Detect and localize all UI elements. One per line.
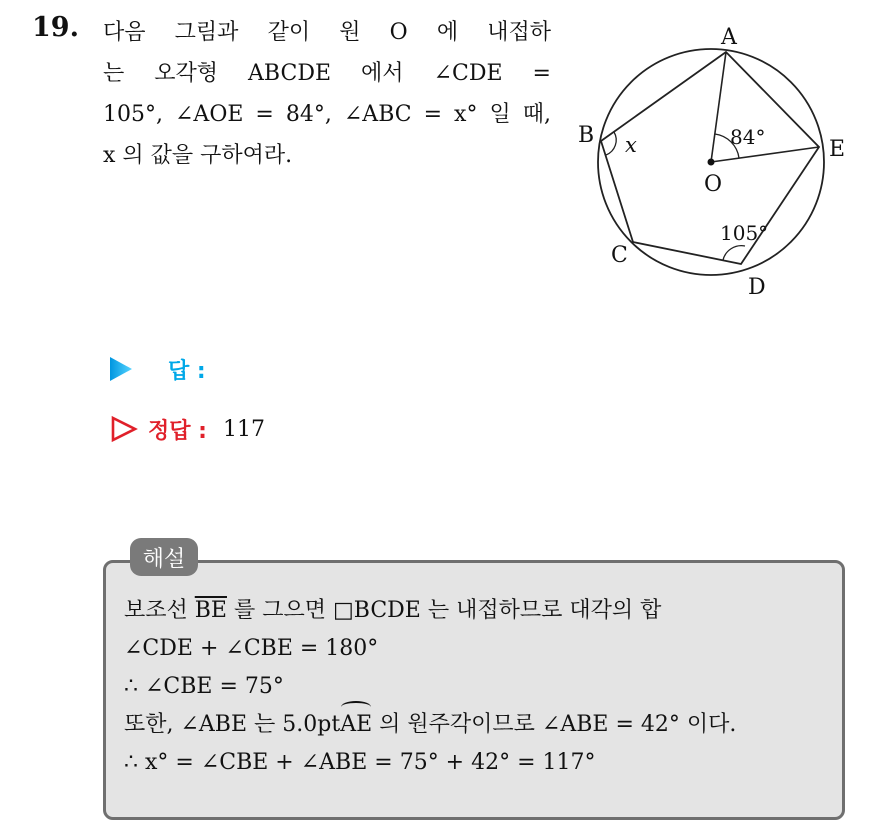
- label-o: O: [704, 172, 723, 197]
- label-d: D: [748, 275, 766, 300]
- question-line: 는 오각형 ABCDE 에서 ∠CDE =: [103, 61, 551, 86]
- label-b: B: [578, 123, 595, 148]
- label-105: 105°: [720, 221, 769, 245]
- solution-text-segment: 보조선: [124, 598, 195, 623]
- center-point-o: [708, 159, 715, 166]
- solution-line-2: ∠CDE + ∠CBE = 180°: [124, 636, 379, 661]
- label-84: 84°: [730, 125, 766, 149]
- solution-line-3: ∴ ∠CBE = 75°: [124, 674, 284, 699]
- pentagon-abcde: [601, 52, 819, 264]
- question-line: x 의 값을 구하여라.: [103, 143, 293, 168]
- question-number: 19.: [32, 12, 79, 43]
- answer-label: 답 :: [168, 358, 206, 384]
- solution-line-1: [124, 592, 824, 630]
- solution-line-4: [124, 706, 824, 744]
- play-triangle-icon: [108, 355, 134, 383]
- solution-text-segment: 의 원주각이므로 ∠ABE = 42° 이다.: [372, 712, 737, 737]
- correct-answer-value: 117: [222, 416, 265, 442]
- segment-oa: [711, 52, 726, 162]
- segment-oe: [711, 147, 819, 162]
- segment-be: $\overline{BE}$: [194, 598, 227, 623]
- solution-text: [124, 592, 824, 782]
- label-x: x: [625, 133, 637, 157]
- label-c: C: [611, 243, 628, 268]
- solution-text-segment: 또한, ∠ABE 는 5.0pt: [124, 712, 341, 737]
- question-line: 다음 그림과 같이 원 O 에 내접하: [103, 20, 551, 45]
- arc-ae: AE: [340, 706, 372, 744]
- solution-line-5: ∴ x° = ∠CBE + ∠ABE = 75° + 42° = 117°: [124, 750, 596, 775]
- solution-text-segment: 를 그으면 □BCDE 는 내접하므로 대각의 합: [226, 598, 662, 623]
- label-a: A: [721, 25, 737, 50]
- outline-triangle-icon: [110, 415, 138, 443]
- correct-answer-label: 정답 :: [148, 418, 207, 444]
- question-line: 105°, ∠AOE = 84°, ∠ABC = x° 일 때,: [103, 102, 551, 127]
- answer-row: [108, 352, 206, 386]
- question-text: [103, 12, 551, 176]
- angle-arc-105: [723, 246, 745, 260]
- correct-answer-row: [110, 412, 265, 446]
- label-e: E: [829, 137, 846, 162]
- solution-tag: 해설: [130, 538, 198, 576]
- inscribed-pentagon-figure: [570, 18, 860, 303]
